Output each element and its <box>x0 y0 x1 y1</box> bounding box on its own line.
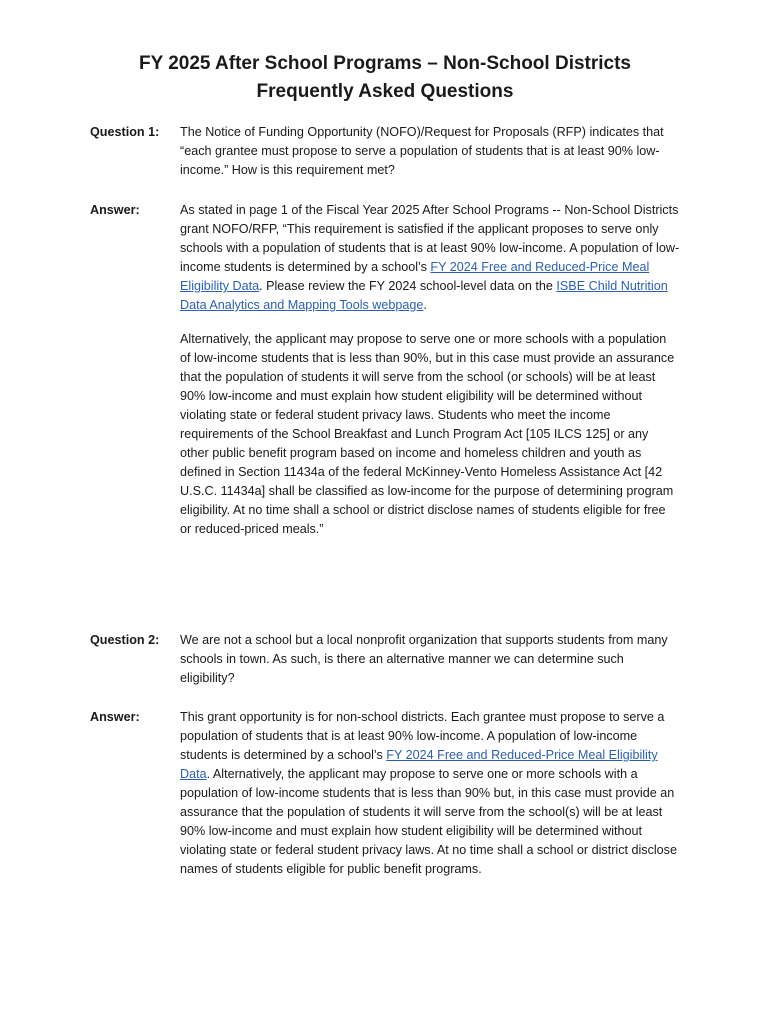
answer-1-paragraph-1 <box>180 201 680 315</box>
question-2 <box>90 631 690 703</box>
question-2-text: We are not a school but a local nonprofit organization that supports students from many schools in town. As such, is there an alternative manner we can determine such eligibility? <box>180 633 668 685</box>
answer-1-paragraph-2: Alternatively, the applicant may propose to serve one or more schools with a population of low-income students that is less than 90%, but in this case must provide an assurance that the population of students it will serve from the school (or schools) will be at least 90% low-income and must explain how student eligibility will be determined without violating state or federal student privacy laws. Students who meet the income requirements of the School Breakfast and Lunch Program Act [105 ILCS 125] or any other public benefit program based on income and homeless children and youth as defined in Section 11434a of the federal McKinney-Vento Homeless Assistance Act [42 U.S.C. 11434a] shall be classified as low-income for the purpose of determining program eligibility. At no time shall a school or district disclose names of students eligible for free or reduced-priced meals.” <box>180 332 675 536</box>
answer-1-text-a: As stated in page 1 of the Fiscal Year 2025 After School Programs -- Non-School Districts grant NOFO/RFP, “This requirement is satisfied if the applicant proposes to serve only schools with a population of students that is at least 90% low-income. A population of low-income students is determined by a school’s <box>180 203 680 274</box>
question-1-text: The Notice of Funding Opportunity (NOFO)/Request for Proposals (RFP) indicates that “each grantee must propose to serve a population of students that is at least 90% low-income.” How is this requirement met? <box>180 125 664 177</box>
answer-2-text-a: This grant opportunity is for non-school districts. Each grantee must propose to serve a population of students that is at least 90% low-income. A population of low-income students is determined by a school’s <box>180 710 665 762</box>
question-1-label: Question 1: <box>90 125 160 139</box>
title-line-2: Frequently Asked Questions <box>256 81 514 102</box>
page-title <box>0 50 770 106</box>
answer-2 <box>90 708 690 894</box>
answer-1-text-c: . <box>423 298 427 312</box>
answer-2-text-b: . Alternatively, the applicant may propose to serve one or more schools with a population of low-income students that is less than 90% but, in this case must provide an assurance that the population of students it will serve from the school(s) will be at least 90% low-income and must explain how student eligibility will be determined without violating state or federal student privacy laws. At no time shall a school or district disclose names of students eligible for public benefit programs. <box>180 767 677 876</box>
meal-eligibility-data-link[interactable]: FY 2024 Free and Reduced-Price Meal Eligibility Data <box>180 260 650 293</box>
question-1 <box>90 123 690 195</box>
answer-2-paragraph <box>180 708 680 879</box>
answer-1 <box>90 201 690 554</box>
meal-eligibility-data-link-2[interactable]: FY 2024 Free and Reduced-Price Meal Eligibility Data <box>180 748 658 781</box>
answer-1-label: Answer: <box>90 203 140 217</box>
isbe-data-tools-link[interactable]: ISBE Child Nutrition Data Analytics and Mapping Tools webpage <box>180 279 668 312</box>
answer-2-label: Answer: <box>90 710 140 724</box>
question-2-label: Question 2: <box>90 633 160 647</box>
answer-1-text-b: . Please review the FY 2024 school-level data on the <box>259 279 557 293</box>
title-line-1: FY 2025 After School Programs – Non-School Districts <box>138 53 631 74</box>
